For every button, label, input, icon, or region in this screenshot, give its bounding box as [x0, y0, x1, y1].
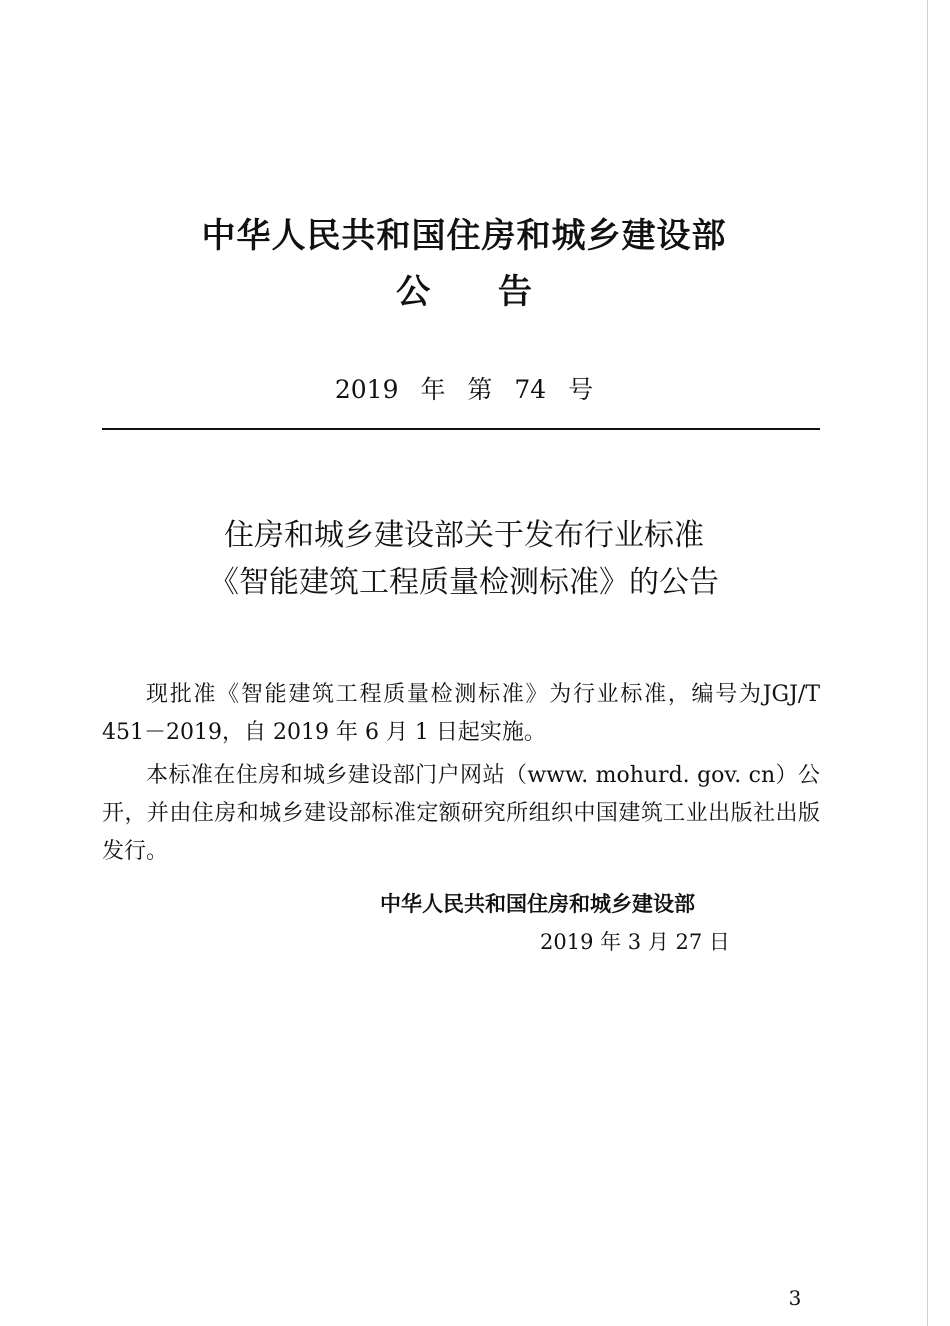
header-divider — [102, 428, 820, 430]
notice-number: 2019 年 第 74 号 — [334, 375, 594, 404]
page-number: 3 — [788, 1286, 802, 1310]
signature-date: 2019 年 3 月 27 日 — [540, 930, 730, 954]
document-title-line-1: 住房和城乡建设部关于发布行业标准 — [224, 518, 704, 553]
notice-label: 公 告 — [396, 272, 532, 312]
document-title-line-2: 《智能建筑工程质量检测标准》的公告 — [209, 565, 719, 600]
issuer-heading: 中华人民共和国住房和城乡建设部 — [201, 216, 727, 256]
body-paragraph-approval: 现批准《智能建筑工程质量检测标准》为行业标准，编号为JGJ/T 451－2019，自 2019 年 6 月 1 日起实施。 — [102, 682, 820, 745]
signature-organization: 中华人民共和国住房和城乡建设部 — [380, 892, 695, 916]
body-paragraph-publication: 本标准在住房和城乡建设部门户网站（www. mohurd. gov. cn）公开，并由住房和城乡建设部标准定额研究所组织中国建筑工业出版社出版发行。 — [102, 763, 820, 864]
